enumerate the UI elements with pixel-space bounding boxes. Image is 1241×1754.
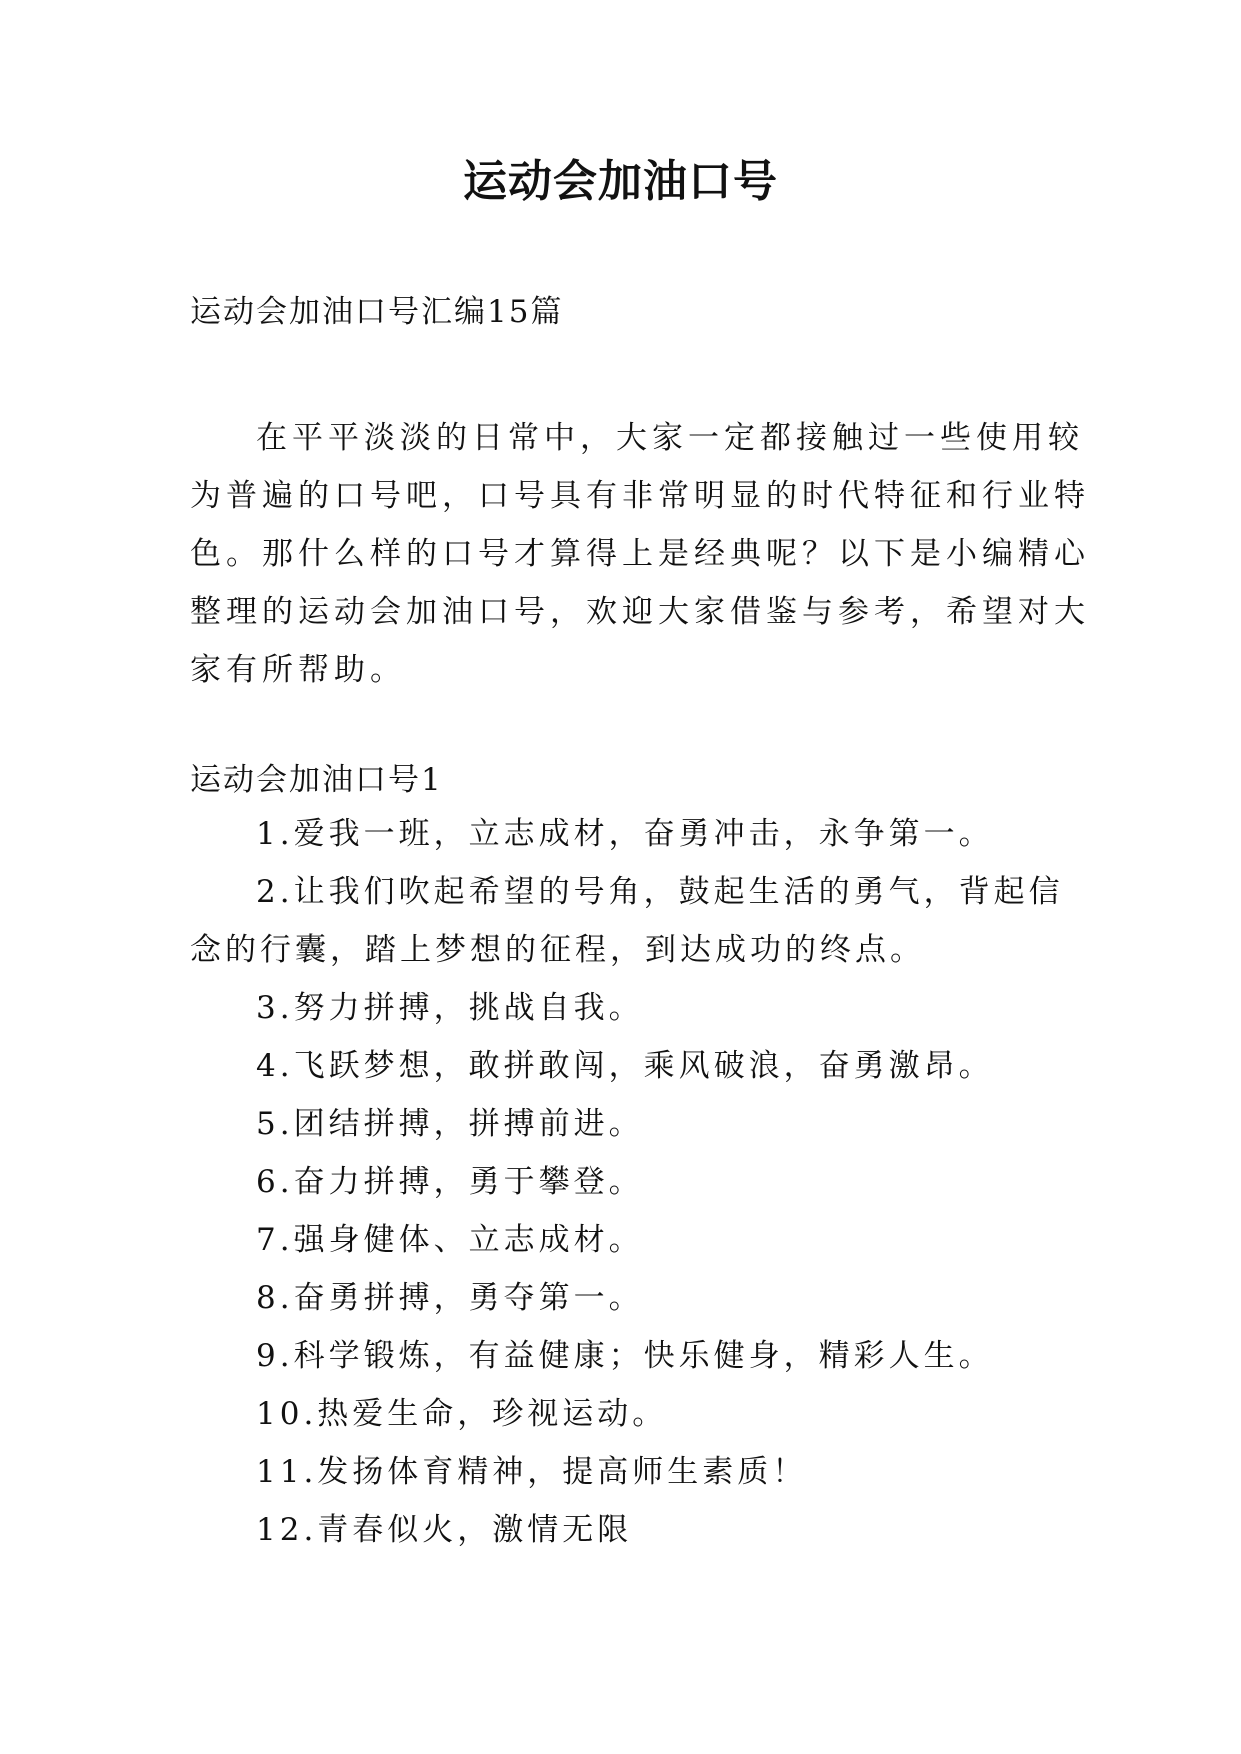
slogan-item: 8.奋勇拼搏，勇夺第一。: [256, 1280, 644, 1316]
slogan-item: 3.努力拼搏，挑战自我。: [256, 990, 644, 1026]
document-subtitle: 运动会加油口号汇编15篇: [190, 294, 564, 330]
slogan-item: 9.科学锻炼，有益健康；快乐健身，精彩人生。: [256, 1338, 994, 1374]
slogan-item: 4.飞跃梦想，敢拼敢闯，乘风破浪，奋勇激昂。: [256, 1048, 994, 1084]
slogan-item: 11.发扬体育精神，提高师生素质！: [256, 1454, 808, 1490]
slogan-list: [190, 805, 1090, 1559]
slogan-item: 7.强身健体、立志成材。: [256, 1222, 644, 1258]
slogan-item: 1.爱我一班，立志成材，奋勇冲击，永争第一。: [256, 816, 994, 852]
slogan-item: 12.青春似火，激情无限: [256, 1512, 633, 1548]
slogan-item: 5.团结拼搏，拼搏前进。: [256, 1106, 644, 1142]
section-heading: 运动会加油口号1: [190, 762, 443, 798]
intro-paragraph: 在平平淡淡的日常中，大家一定都接触过一些使用较为普遍的口号吧，口号具有非常明显的时代特征和行业特色。那什么样的口号才算得上是经典呢？以下是小编精心整理的运动会加油口号，欢迎大家借鉴与参考，希望对大家有所帮助。: [190, 420, 1090, 688]
document-title: 运动会加油口号: [463, 156, 778, 207]
slogan-item: 10.热爱生命，珍视运动。: [256, 1396, 668, 1432]
slogan-item: 2.让我们吹起希望的号角，鼓起生活的勇气，背起信念的行囊，踏上梦想的征程，到达成功的终点。: [190, 874, 1064, 968]
slogan-item: 6.奋力拼搏，勇于攀登。: [256, 1164, 644, 1200]
